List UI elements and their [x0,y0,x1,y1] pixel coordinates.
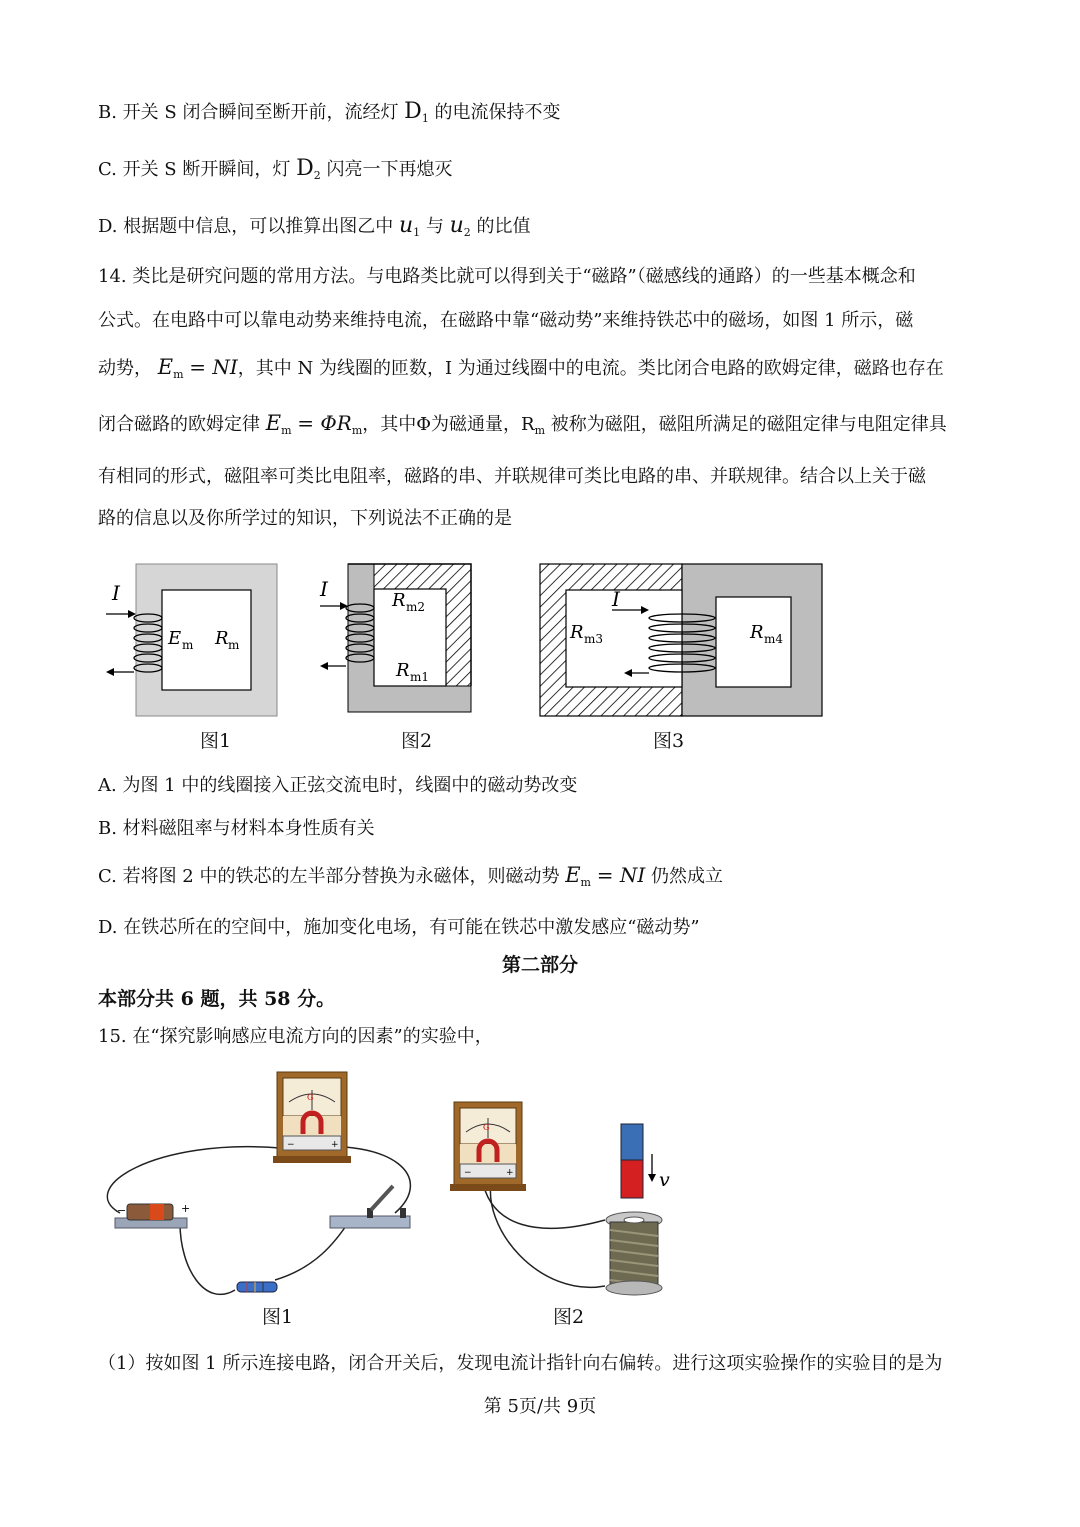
current-label: I [112,581,120,605]
svg-text:E: E [168,628,182,649]
caption-fig2: 图2 [401,730,433,752]
figure-1-magnetic-circuit [100,560,290,730]
svg-text:−: − [117,1204,127,1217]
q14-line-1: 14. 类比是研究问题的常用方法。与电路类比就可以得到关于“磁路”（磁感线的通路）的一些基本概念和 [98,266,916,287]
section-note: 本部分共 6 题，共 58 分。 [98,988,336,1010]
caption-fig3: 图3 [653,730,685,752]
svg-text:I: I [612,587,620,611]
caption-fig1: 图1 [200,730,232,752]
option-c-prev: C. 开关 S 断开瞬间，灯 $D_2$ 闪亮一下再熄灭 [98,156,453,182]
svg-text:−: − [464,1168,472,1178]
svg-text:m: m [182,638,194,652]
svg-text:+: + [506,1168,514,1178]
q15-figure-1-circuit [95,1068,435,1308]
svg-text:m3: m3 [584,632,604,646]
svg-text:+: + [331,1140,339,1150]
q14-option-b: B. 材料磁阻率与材料本身性质有关 [98,818,375,839]
q14-line-4: 闭合磁路的欧姆定律 $E_m = \Phi R_m$，其中Φ为磁通量，$R_m$ 被称为磁阻，磁阻所满足的磁阻定律与电阻定律具 [98,411,947,437]
q14-line-3: 动势， $E_m$ = NI，其中 N 为线圈的匝数，I 为通过线圈中的电流。类比闭合电路的欧姆定律，磁路也存在 [98,355,944,381]
svg-text:R: R [396,660,410,681]
svg-text:m4: m4 [764,632,784,646]
q14-option-d: D. 在铁芯所在的空间中，施加变化电场，有可能在铁芯中激发感应“磁动势” [98,917,700,938]
option-d-prev: D. 根据题中信息，可以推算出图乙中 $u_1$ 与 $u_2$ 的比值 [98,213,531,239]
q15-caption-fig1: 图1 [262,1306,294,1328]
svg-text:−: − [287,1140,295,1150]
option-b-prev: B. 开关 S 闭合瞬间至断开前，流经灯 $D_1$ 的电流保持不变 [98,99,561,125]
svg-text:G: G [483,1123,490,1132]
svg-text:+: + [181,1202,191,1215]
svg-text:m2: m2 [406,600,426,614]
svg-text:R: R [750,622,764,643]
q15-stem: 15. 在“探究影响感应电流方向的因素”的实验中， [98,1026,493,1047]
q15-figure-2-magnet-coil [450,1098,690,1298]
q14-option-c: C. 若将图 2 中的铁芯的左半部分替换为永磁体，则磁动势 $E_m$ = NI 仍然成立 [98,863,723,889]
page-footer: 第 5页/共 9页 [483,1396,597,1417]
svg-text:R: R [392,590,406,611]
svg-text:R: R [570,622,584,643]
section-title: 第二部分 [501,954,578,976]
svg-text:v: v [659,1169,670,1191]
svg-text:G: G [307,1093,314,1102]
figure-2-magnetic-circuit [310,560,480,720]
q15-subquestion-1: （1）按如图 1 所示连接电路，闭合开关后，发现电流计指针向右偏转。进行这项实验操作的实验目的是为 [98,1353,943,1374]
q14-option-a: A. 为图 1 中的线圈接入正弦交流电时，线圈中的磁动势改变 [98,775,578,796]
q14-line-5: 有相同的形式，磁阻率可类比电阻率，磁路的串、并联规律可类比电路的串、并联规律。结合以上关于磁 [98,466,926,487]
q14-line-6: 路的信息以及你所学过的知识，下列说法不正确的是 [98,508,512,529]
q15-caption-fig2: 图2 [553,1306,585,1328]
svg-text:I: I [320,577,328,601]
svg-text:m: m [228,638,240,652]
svg-text:R: R [215,628,229,649]
svg-text:m1: m1 [410,670,430,684]
q14-line-2: 公式。在电路中可以靠电动势来维持电流，在磁路中靠“磁动势”来维持铁芯中的磁场，如图 1 所示，磁 [98,310,914,331]
figure-3-magnetic-circuit [530,560,830,720]
